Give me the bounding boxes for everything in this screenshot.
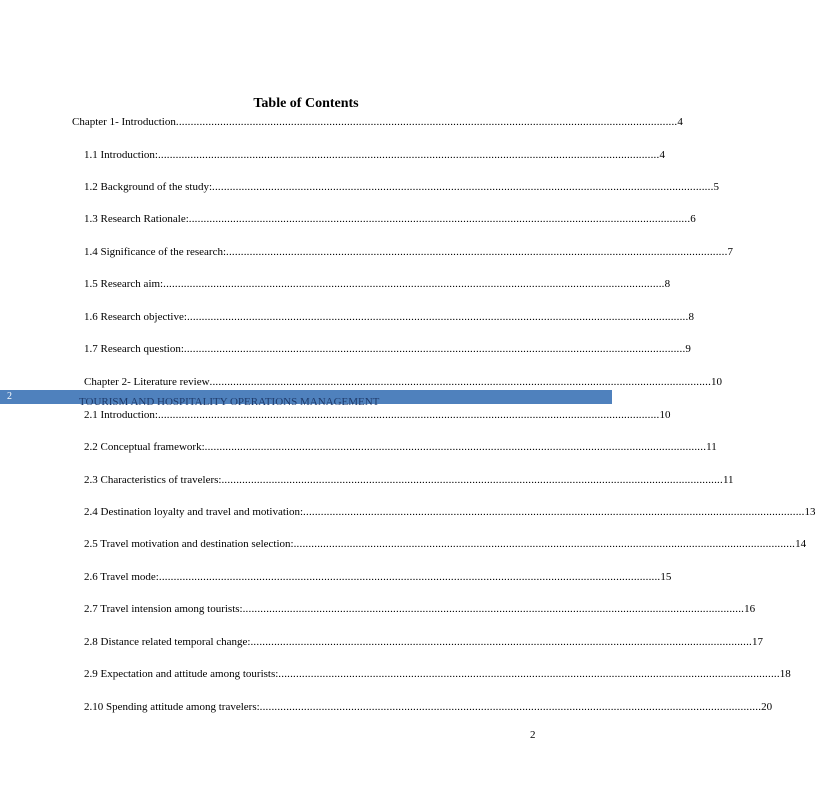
toc-entry-label: 2.3 Characteristics of travelers: bbox=[84, 474, 222, 486]
toc-entry-label: 2.2 Conceptual framework: bbox=[84, 441, 205, 453]
toc-entry[interactable] bbox=[84, 311, 694, 324]
toc-entry-page: 14 bbox=[795, 538, 807, 550]
toc-entry[interactable] bbox=[84, 474, 734, 487]
toc-entry[interactable] bbox=[84, 506, 816, 519]
toc-leader-dots: .......................................................................................................................................................................... bbox=[163, 278, 665, 290]
toc-leader-dots: .......................................................................................................................................................................... bbox=[293, 538, 796, 550]
toc-leader-dots: .......................................................................................................................................................................... bbox=[242, 603, 745, 615]
toc-entry-page: 10 bbox=[711, 376, 723, 388]
toc-title: Table of Contents bbox=[253, 96, 359, 111]
toc-entry[interactable] bbox=[84, 181, 720, 194]
toc-entry-page: 9 bbox=[685, 343, 691, 355]
toc-entry[interactable] bbox=[84, 343, 691, 356]
toc-entry-page: 5 bbox=[713, 181, 720, 193]
toc-entry-label: 2.1 Introduction: bbox=[84, 409, 158, 421]
toc-entry-label: 2.9 Expectation and attitude among tourists: bbox=[84, 668, 279, 680]
toc-entry[interactable] bbox=[84, 278, 671, 291]
toc-entry-label: 1.2 Background of the study: bbox=[84, 181, 213, 193]
toc-leader-dots: .......................................................................................................................................................................... bbox=[157, 409, 660, 421]
toc-entry-label: 2.5 Travel motivation and destination selection: bbox=[84, 538, 294, 550]
toc-entry-label: 1.1 Introduction: bbox=[84, 149, 158, 161]
toc-entry[interactable] bbox=[84, 571, 672, 584]
toc-entry-page: 8 bbox=[664, 278, 671, 290]
toc-leader-dots: .......................................................................................................................................................................... bbox=[278, 668, 780, 680]
toc-entry-page: 4 bbox=[659, 149, 665, 161]
toc-entry[interactable] bbox=[84, 603, 756, 616]
toc-entry-page: 16 bbox=[744, 603, 756, 615]
toc-entry-page: 7 bbox=[727, 246, 734, 258]
toc-entry-label: 2.10 Spending attitude among travelers: bbox=[84, 701, 260, 713]
toc-leader-dots: .......................................................................................................................................................................... bbox=[183, 343, 686, 355]
header-page-number: 2 bbox=[7, 391, 12, 402]
toc-entry-page: 20 bbox=[761, 701, 773, 713]
toc-entry-label: 1.3 Research Rationale: bbox=[84, 213, 189, 225]
toc-entry-label: Chapter 1- Introduction bbox=[72, 116, 176, 128]
toc-entry[interactable] bbox=[84, 213, 696, 226]
toc-entry-page: 10 bbox=[659, 409, 671, 421]
toc-entry-page: 8 bbox=[688, 311, 694, 323]
toc-entry-label: 1.7 Research question: bbox=[84, 343, 184, 355]
toc-entry-label: 2.4 Destination loyalty and travel and motivation: bbox=[84, 506, 304, 518]
toc-entry-label: 1.4 Significance of the research: bbox=[84, 246, 227, 258]
toc-entry-label: Chapter 2- Literature review bbox=[84, 376, 210, 388]
toc-entry-label: 2.7 Travel intension among tourists: bbox=[84, 603, 243, 615]
toc-entry-page: 4 bbox=[677, 116, 683, 128]
toc-leader-dots: .......................................................................................................................................................................... bbox=[259, 701, 762, 713]
toc-entry-label: 1.6 Research objective: bbox=[84, 311, 187, 323]
toc-entry[interactable] bbox=[84, 668, 791, 681]
toc-entry-page: 11 bbox=[722, 474, 734, 486]
toc-entry[interactable] bbox=[84, 636, 763, 649]
toc-entry-page: 18 bbox=[779, 668, 791, 680]
toc-leader-dots: .......................................................................................................................................................................... bbox=[226, 246, 728, 258]
toc-leader-dots: .......................................................................................................................................................................... bbox=[209, 376, 712, 388]
toc-leader-dots: .......................................................................................................................................................................... bbox=[186, 311, 689, 323]
toc-leader-dots: .......................................................................................................................................................................... bbox=[157, 149, 660, 161]
toc-entry[interactable] bbox=[84, 441, 717, 454]
toc-leader-dots: .......................................................................................................................................................................... bbox=[212, 181, 714, 193]
footer-page-number: 2 bbox=[530, 729, 536, 741]
toc-entry-page: 17 bbox=[751, 636, 763, 648]
toc-entry-label: 2.6 Travel mode: bbox=[84, 571, 159, 583]
toc-entry[interactable] bbox=[84, 149, 665, 162]
running-head-title: TOURISM AND HOSPITALITY OPERATIONS MANAGEMENT bbox=[79, 396, 380, 408]
toc-entry-page: 11 bbox=[706, 441, 717, 453]
toc-entry-label: 2.8 Distance related temporal change: bbox=[84, 636, 251, 648]
toc-leader-dots: .......................................................................................................................................................................... bbox=[175, 116, 678, 128]
toc-entry[interactable] bbox=[84, 376, 723, 389]
toc-leader-dots: .......................................................................................................................................................................... bbox=[204, 441, 707, 453]
toc-entry[interactable] bbox=[84, 538, 807, 551]
toc-leader-dots: .......................................................................................................................................................................... bbox=[221, 474, 723, 486]
toc-entry[interactable] bbox=[84, 246, 734, 259]
toc-leader-dots: .......................................................................................................................................................................... bbox=[158, 571, 661, 583]
toc-entry-page: 15 bbox=[660, 571, 672, 583]
toc-entry[interactable] bbox=[84, 701, 773, 714]
toc-leader-dots: .......................................................................................................................................................................... bbox=[303, 506, 805, 518]
toc-entry[interactable] bbox=[72, 116, 683, 129]
toc-entry-label: 1.5 Research aim: bbox=[84, 278, 164, 290]
toc-entry-page: 6 bbox=[690, 213, 696, 225]
toc-leader-dots: .......................................................................................................................................................................... bbox=[250, 636, 752, 648]
toc-leader-dots: .......................................................................................................................................................................... bbox=[188, 213, 691, 225]
toc-entry[interactable] bbox=[84, 409, 671, 422]
toc-entry-page: 13 bbox=[804, 506, 816, 518]
